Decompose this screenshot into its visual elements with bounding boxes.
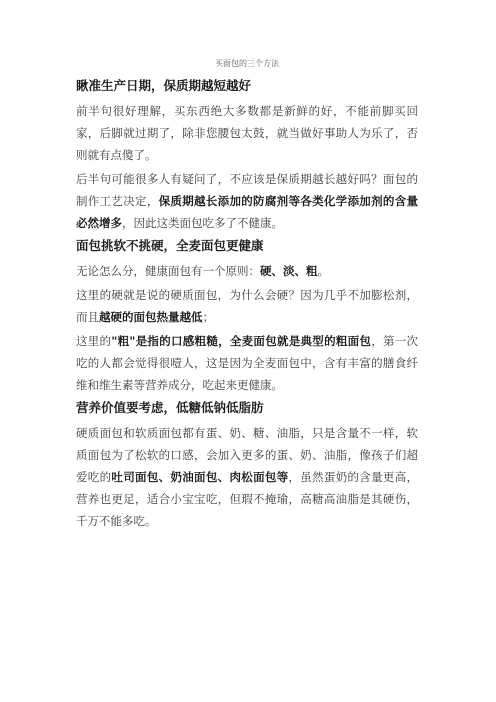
document-body [76,76,418,532]
paragraph [76,168,418,234]
text-run: ； [202,310,214,324]
paragraph [76,100,418,166]
paragraph [76,284,418,328]
text-run: 。 [317,264,329,278]
section-heading: 面包挑软不挑硬，全麦面包更健康 [76,238,264,253]
bold-text-run: 保质期越长添加的防腐剂等各类化学添加剂的含量必然增多 [76,194,418,230]
paragraph [76,330,418,396]
text-run: 前半句很好理解，买东西绝大多数都是新鲜的好，不能前脚买回家，后脚就过期了，除非您腰包太鼓，就当做好事助人为乐了，否则就有点傻了。 [76,104,418,162]
paragraph [76,260,418,282]
text-run: 无论怎么分，健康面包有一个原则： [76,264,260,278]
text-run: ，虽然蛋奶的含量更高，营养也更足，适合小宝宝吃，但瑕不掩瑜，高糖高油脂是其硬伤，千万不能多吃。 [76,470,419,528]
section-heading: 营养价值要考虑，低糖低钠低脂肪 [76,400,264,415]
text-run: 这里的硬就是说的硬质面包，为什么会硬？因为几乎不加膨松剂，而且 [76,288,418,324]
text-run: ，第一次吃的人都会觉得很噎人，这是因为全麦面包中，含有丰富的膳食纤维和维生素等营养成分，吃起来更健康。 [76,334,419,392]
document-title: 买面包的三个方法 [215,59,279,68]
text-run: 这里的 [76,334,112,348]
text-run: 后半句可能很多人有疑问了，不应该是保质期越长越好吗？面包的制作工艺决定， [76,172,418,208]
bold-text-run: 硬、淡、粗 [260,264,318,278]
paragraph [76,422,418,532]
bold-text-run: 越硬的面包热量越低 [99,310,203,324]
text-run: 硬质面包和软质面包都有蛋、奶、糖、油脂，只是含量不一样，软质面包为了松软的口感，会加入更多的蛋、奶、油脂，像孩子们超爱吃的 [76,426,418,484]
bold-text-run: 吐司面包、奶油面包、肉松面包等 [111,470,289,484]
text-run: ，因此这类面包吃多了不健康。 [122,216,283,230]
bold-text-run: "粗"是指的口感粗糙，全麦面包就是典型的粗面包 [111,334,372,348]
section-heading: 瞅准生产日期，保质期越短越好 [76,78,252,93]
